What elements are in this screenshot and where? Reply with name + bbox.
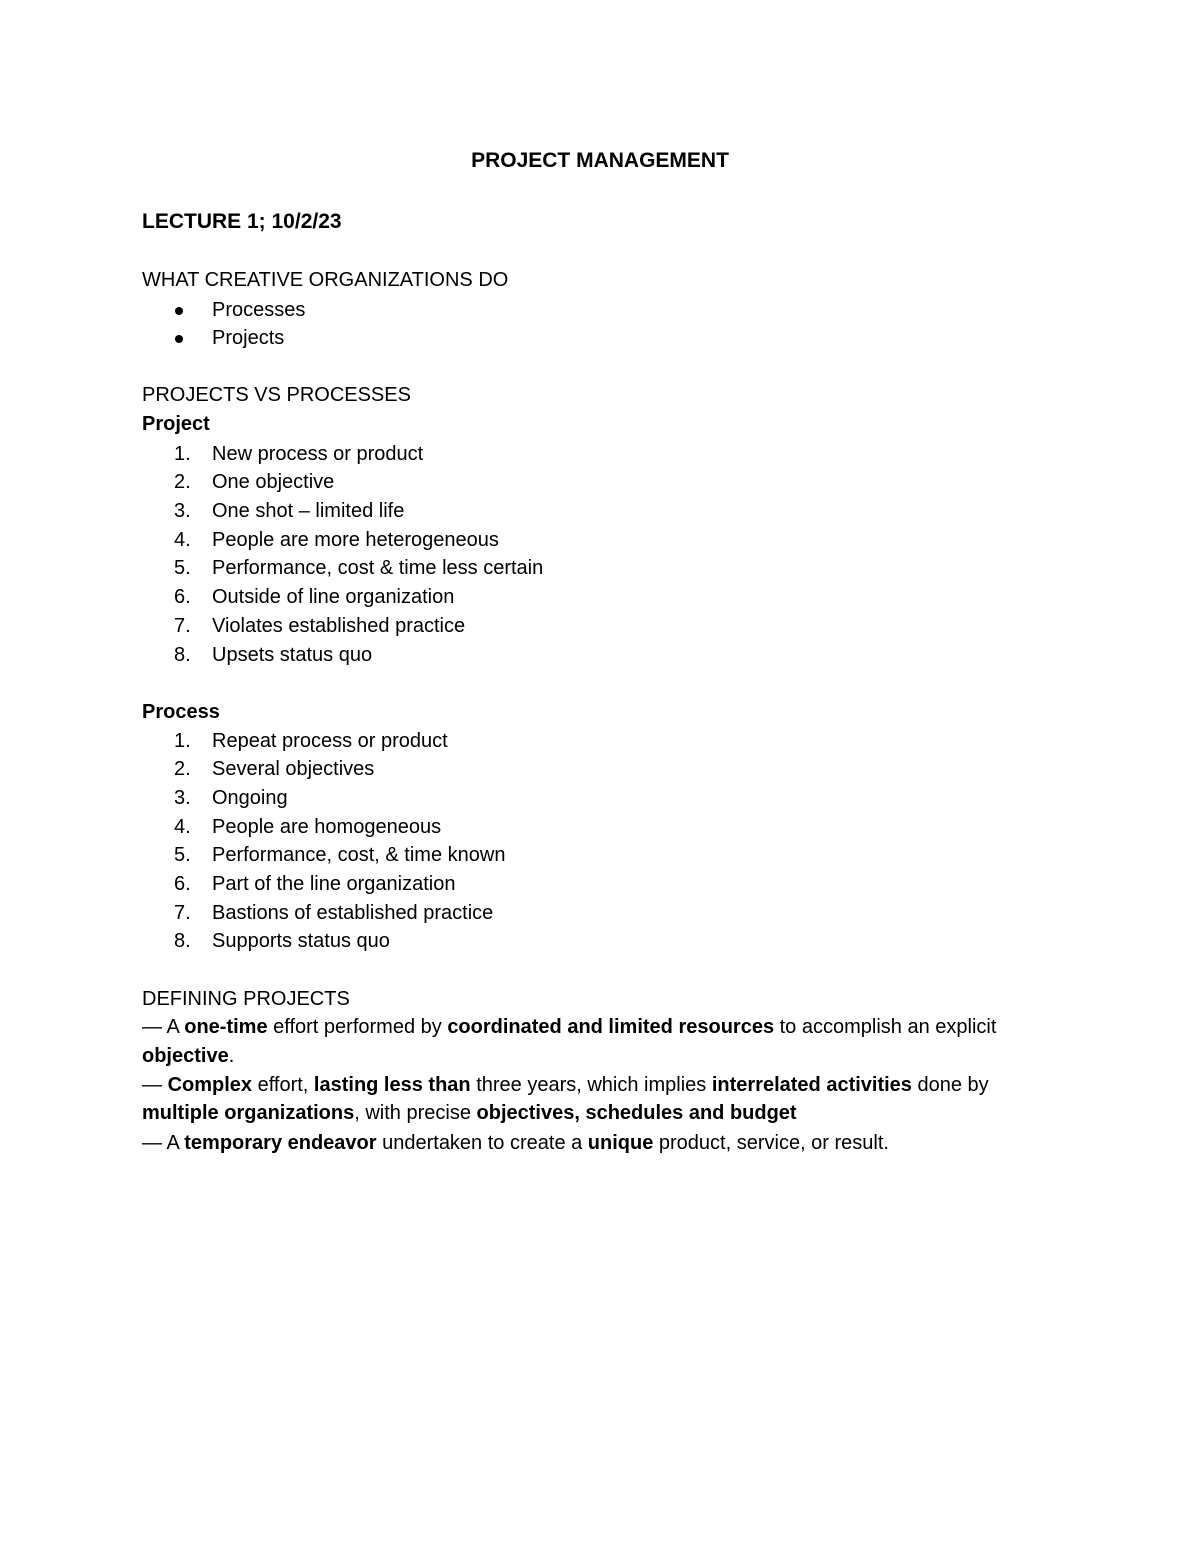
list-number: 7. [174, 615, 191, 637]
list-number: 2. [174, 758, 191, 780]
list-text: Bastions of established practice [212, 902, 494, 924]
def-bold: interrelated activities [711, 1074, 912, 1096]
list-number: 3. [174, 787, 191, 809]
definition-1-line-2 [142, 1042, 1062, 1070]
list-text: People are homogeneous [212, 816, 442, 838]
subheading-project: Project [142, 413, 210, 435]
list-text: Performance, cost & time less certain [212, 557, 544, 579]
list-text: Violates established practice [212, 615, 466, 637]
list-number: 3. [174, 500, 191, 522]
list-text: People are more heterogeneous [212, 529, 499, 551]
list-number: 6. [174, 586, 191, 608]
section-heading-projects-vs-processes: PROJECTS VS PROCESSES [142, 384, 411, 406]
def-text: done by [911, 1074, 989, 1096]
list-text: Performance, cost, & time known [212, 844, 506, 866]
list-text: Repeat process or product [212, 730, 448, 752]
def-text: , with precise [354, 1102, 477, 1124]
def-text: effort, [252, 1074, 314, 1096]
list-text: Supports status quo [212, 930, 390, 952]
definition-1-line-1 [142, 1013, 1062, 1041]
bullet-icon [175, 307, 183, 315]
list-number: 2. [174, 471, 191, 493]
list-text: Upsets status quo [212, 644, 373, 666]
list-text: Several objectives [212, 758, 375, 780]
def-dash: — [142, 1074, 168, 1096]
def-text: . [228, 1045, 235, 1067]
list-number: 4. [174, 816, 191, 838]
def-bold: Complex [167, 1074, 253, 1096]
def-text: product, service, or result. [653, 1132, 889, 1154]
list-text: Outside of line organization [212, 586, 455, 608]
definition-3 [142, 1129, 1062, 1157]
bullet-text: Processes [212, 299, 306, 321]
list-text: Ongoing [212, 787, 288, 809]
list-text: Part of the line organization [212, 873, 456, 895]
section-heading-creative-orgs: WHAT CREATIVE ORGANIZATIONS DO [142, 269, 509, 291]
subheading-process: Process [142, 701, 220, 723]
document-title: PROJECT MANAGEMENT [471, 149, 729, 172]
def-bold: objectives, schedules and budget [476, 1102, 797, 1124]
list-text: New process or product [212, 443, 424, 465]
list-number: 1. [174, 443, 191, 465]
def-text: effort performed by [267, 1016, 448, 1038]
list-number: 1. [174, 730, 191, 752]
def-bold: coordinated and limited resources [447, 1016, 775, 1038]
list-number: 5. [174, 844, 191, 866]
def-bold: lasting less than [313, 1074, 471, 1096]
def-dash: — A [142, 1132, 185, 1154]
list-number: 8. [174, 644, 191, 666]
bullet-text: Projects [212, 327, 285, 349]
bullet-icon [175, 335, 183, 343]
list-number: 7. [174, 902, 191, 924]
list-text: One objective [212, 471, 335, 493]
section-heading-defining-projects: DEFINING PROJECTS [142, 988, 350, 1010]
definition-2-line-2 [142, 1099, 1062, 1127]
list-number: 5. [174, 557, 191, 579]
list-text: One shot – limited life [212, 500, 405, 522]
lecture-heading: LECTURE 1; 10/2/23 [142, 210, 342, 233]
def-text: undertaken to create a [376, 1132, 588, 1154]
def-bold: temporary endeavor [184, 1132, 377, 1154]
list-number: 8. [174, 930, 191, 952]
list-number: 4. [174, 529, 191, 551]
definition-2-line-1 [142, 1071, 1062, 1099]
def-text: three years, which implies [470, 1074, 712, 1096]
def-dash: — A [142, 1016, 185, 1038]
def-bold: objective [142, 1045, 229, 1067]
list-number: 6. [174, 873, 191, 895]
def-bold: multiple organizations [142, 1102, 355, 1124]
def-text: to accomplish an explicit [774, 1016, 997, 1038]
def-bold: one-time [184, 1016, 268, 1038]
def-bold: unique [587, 1132, 654, 1154]
